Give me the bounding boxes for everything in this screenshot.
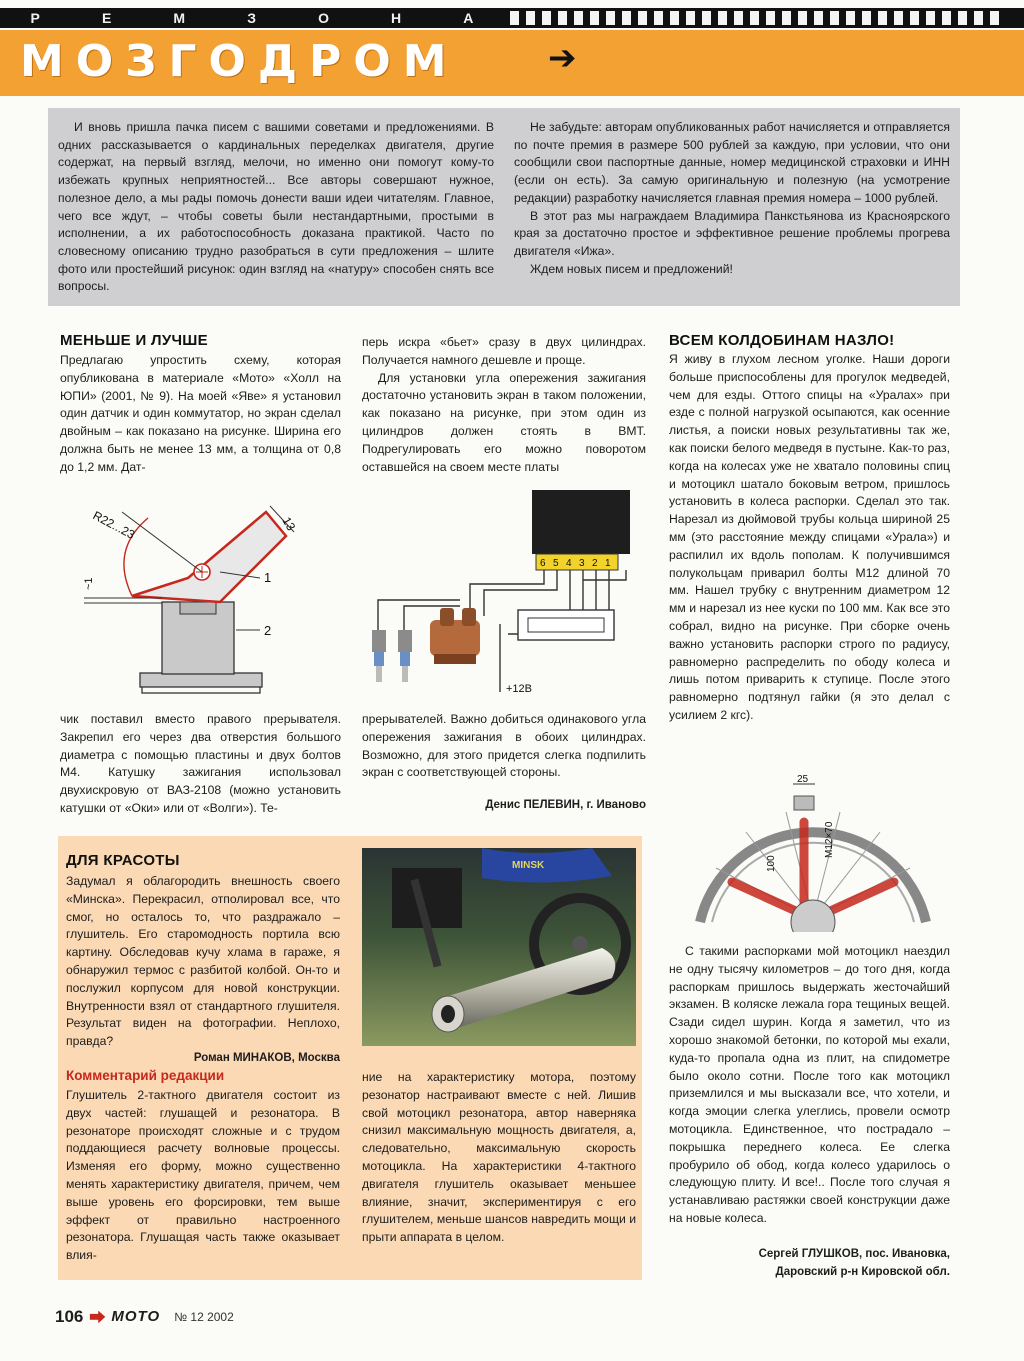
band-letter: З: [247, 10, 257, 26]
paragraph: Глушитель 2-тактного двигателя состоит из двух частей: глушащей и резонатора. В резонаторе происходят сложные и с трудом поддающиеся расчету волновые процессы. Изменяя его форму, можно существенно менять характеристику двигателя, причем, чем выше уровень его форсировки, тем выше эффект от правильно настроенного резонатора. Глушащая часть также оказывает влия-: [66, 1088, 340, 1263]
radius-label: R22...23: [90, 508, 138, 542]
screen-sensor-diagram: [70, 490, 300, 700]
motorcycle-photo-art: [362, 848, 636, 1046]
intro-text: Не забудьте: авторам опубликованных работ начисляется и отправляется по почте премия в размере 500 рублей за каждую, при условии, что они сообщили свои паспортные данные, номер медицинской страховки и ИНН (если он есть). За самую оригинальную и полезную (на усмотрение редакции) разработку начисляется главная премия номера – 1000 рублей.: [514, 120, 950, 205]
pin-label: 5: [553, 558, 559, 569]
paragraph: Для установки угла опережения зажигания достаточно установить экран в таком положении, как показано на рисунке, при этом один из цилиндров должен стоять в ВМТ. Подрегулировать его можно поворотом оставшейся на своем месте платы: [362, 370, 646, 474]
paragraph: Задумал я облагородить внешность своего «Минска». Перекрасил, отполировал все, что смог, но осталось то, что раздражало – глушитель. Его старомодность портила всю картину. Обследовав кучу хлама в гараже, я обнаружил термос с разбитой колбой. Он-то и послужил корпусом для новой конструкции. Внутренности взял от стандартного глушителя. Результат виден на фотографии. Неплохо, правда?: [66, 874, 340, 1049]
author-signature: Денис ПЕЛЕВИН, г. Иваново: [485, 799, 646, 811]
intro-text: Ждем новых писем и предложений!: [530, 261, 733, 276]
article-text: [362, 334, 646, 476]
paragraph: прерывателей. Важно добиться одинакового угла опережения зажигания в обоих цилиндрах. Возможно, для этого придется слегка подпилить экран с соответствующей стороны.: [362, 712, 646, 780]
intro-column-2: [514, 119, 950, 278]
pin-label: 3: [579, 558, 585, 569]
editor-comment-text: [66, 1087, 340, 1265]
gap-label: ~1: [83, 577, 95, 590]
spark-plug-icon: [372, 630, 386, 682]
arrow-right-icon: ➔: [548, 38, 577, 78]
pin-label: 1: [605, 558, 611, 569]
page-footer: [55, 1305, 234, 1328]
width-label: 13: [279, 514, 299, 534]
header-letters: [0, 8, 505, 28]
pin-label: 6: [540, 558, 546, 569]
author-signature: Роман МИНАКОВ, Москва: [193, 1052, 340, 1064]
wheel-spacer-diagram: [686, 772, 940, 932]
band-letter: Е: [101, 10, 113, 26]
pin-label: 2: [592, 558, 598, 569]
callout-2: 2: [264, 623, 272, 638]
pin-label: 4: [566, 558, 572, 569]
article-text: [60, 352, 341, 477]
page-number: 106: [55, 1306, 84, 1326]
paragraph: чик поставил вместо правого прерывателя. Закрепил его через два отверстия большого диаметра с помощью пластины и двух болтов М4. Катушку зажигания использовал двухискровую от ВАЗ-2108 (можно установить катушки от «Оки» или от «Волги»). Те-: [60, 712, 341, 815]
photo-brand-label: MINSK: [512, 860, 545, 871]
band-letter: М: [173, 10, 187, 26]
checkered-strip: [510, 11, 1000, 25]
article-text: [669, 943, 950, 1228]
intro-box: [48, 108, 960, 306]
spark-plug-icon: [398, 630, 412, 682]
band-letter: А: [463, 10, 475, 26]
dim-25-label: 25: [797, 774, 809, 785]
article-text: [669, 351, 950, 725]
article-text: [66, 873, 340, 1051]
page-title: МОЗГОДРОМ: [20, 36, 459, 87]
logo-arrow-icon: ⮕: [89, 1310, 106, 1327]
paragraph: Предлагаю упростить схему, которая опубликована в материале «Мото» «Холл на ЮПИ» (2001, № 9). На моей «Яве» я установил один датчик и один коммутатор, но экран сделал двойным – как показано на рисунке. Ширина его должна быть не менее 13 мм, а толщина от 0,8 до 1,2 мм. Дат-: [60, 353, 341, 474]
muffler-photo: [362, 848, 636, 1046]
ignition-coil-icon: [430, 608, 480, 664]
article-text: [60, 711, 341, 818]
issue-number: № 12 2002: [174, 1309, 234, 1324]
paragraph: ние на характеристику мотора, поэтому резонатор настраивают вместе с ней. Лишив свой мотоцикл резонатора, автор наверняка снизил максимальную мощность двигателя, а, следовательно, максимальную скорость мотоцикла. На характеристики 4-тактного двигателя глушитель оказывает меньшее влияние, значит, экспериментируя с его глушителем, меньше шансов навредить мощи и прыти аппарата в целом.: [362, 1070, 636, 1245]
band-letter: Р: [30, 10, 41, 26]
article-heading: МЕНЬШЕ И ЛУЧШЕ: [60, 332, 208, 349]
article-heading: ДЛЯ КРАСОТЫ: [66, 852, 180, 869]
editor-comment-heading: Комментарий редакции: [66, 1068, 225, 1083]
paragraph: перь искра «бьет» сразу в двух цилиндрах. Получается намного дешевле и проще.: [362, 335, 646, 367]
paragraph: Я живу в глухом лесном уголке. Наши дороги больше приспособлены для прогулок медведей, чем для езды. Оттого спицы на «Уралах» при езде с полной нагрузкой осыпаются, как осенние листья, а поиски новых результативны так же, как поиски белого медведя в пустыне. Как-то раз, когда на колесах уже не хватало половины спиц и мотоцикл шатало боковым ветром, пришлось установить в колеса распорки. Сделал это так. Нарезал из дюймовой трубы кольца шириной 25 мм (это расстояние между спицами «Урала») и распилил их вдоль пополам. К получившимся полукольцам приварил болты М12 длиной 70 мм. Нашел трубку с внутренним диаметром 12 мм и нарезал из нее куски по 100 мм. Как все это собрал, видно на рисунке. При сборке очень важно установить распорки строго по радиусу, равномерно распределить по ободу колеса и лишь потом приварить к ступице. После этого равномерно подтянул гайки (я это делал с усилием 2 кгс).: [669, 352, 950, 722]
callout-1: 1: [264, 570, 272, 585]
intro-text: В этот раз мы награждаем Владимира Панкстьянова из Красноярского края за достаточно простое и эффективное решение проблемы прогрева двигателя «Ижа».: [514, 208, 950, 258]
bolt-spec-label: М12×70: [824, 821, 835, 858]
article-heading: ВСЕМ КОЛДОБИНАМ НАЗЛО!: [669, 332, 895, 349]
author-signature: Сергей ГЛУШКОВ, пос. Ивановка,: [758, 1248, 950, 1260]
article-text: [362, 711, 646, 782]
paragraph: С такими распорками мой мотоцикл наездил не одну тысячу километров – до того дня, когда распоркам пришлось выдержать жесточайший экзамен. В коляске лежала гора тещиных вещей. Сзади сидел шурин. Когда я заметил, что из хорошо знакомой бетонки, по которой мы ехали, куда-то пропала одна из плит, на спидометре было около сотни. После того как мотоцикл приземлился и мы высказали все, что хотели, и когда эмоции слегка улеглись, провели осмотр мотоцикла. Единственное, что пострадало – покрышка переднего колеса. Ее слегка пробурило об обод, когда колесо ударилось о следующую плиту. И все!.. После того случая я устанавливаю растяжки своей конструкции даже на новые колеса.: [669, 944, 950, 1225]
magazine-logo: МОТО: [111, 1308, 161, 1325]
plus-12v-label: +12В: [506, 683, 532, 695]
intro-text: И вновь пришла пачка писем с вашими советами и предложениями. В одних рассказывается о кардинальных переделках двигателя, другие содержат, на первый взгляд, мелочи, но именно они помогут кому-то избежать крупных неприятностей... Все авторы совершают нужное, полезное дело, а мы рады помочь донести ваши идеи читателям. Главное, чего все ждут, – чтобы советы были нестандартными, простыми в исполнении, а их работоспособность доказана практикой. Часто по словесному описанию трудно разобраться в сути предложения – шлите фото или простейший рисунок: один взгляд на «натуру» способен снять все вопросы.: [58, 120, 494, 294]
dim-100-label: 100: [766, 855, 777, 872]
band-letter: Н: [391, 10, 403, 26]
author-signature: Даровский р-н Кировской обл.: [775, 1266, 950, 1278]
editor-comment-text: [362, 1069, 636, 1247]
intro-column-1: [58, 119, 494, 296]
band-letter: О: [318, 10, 330, 26]
ignition-wiring-diagram: [360, 484, 650, 702]
